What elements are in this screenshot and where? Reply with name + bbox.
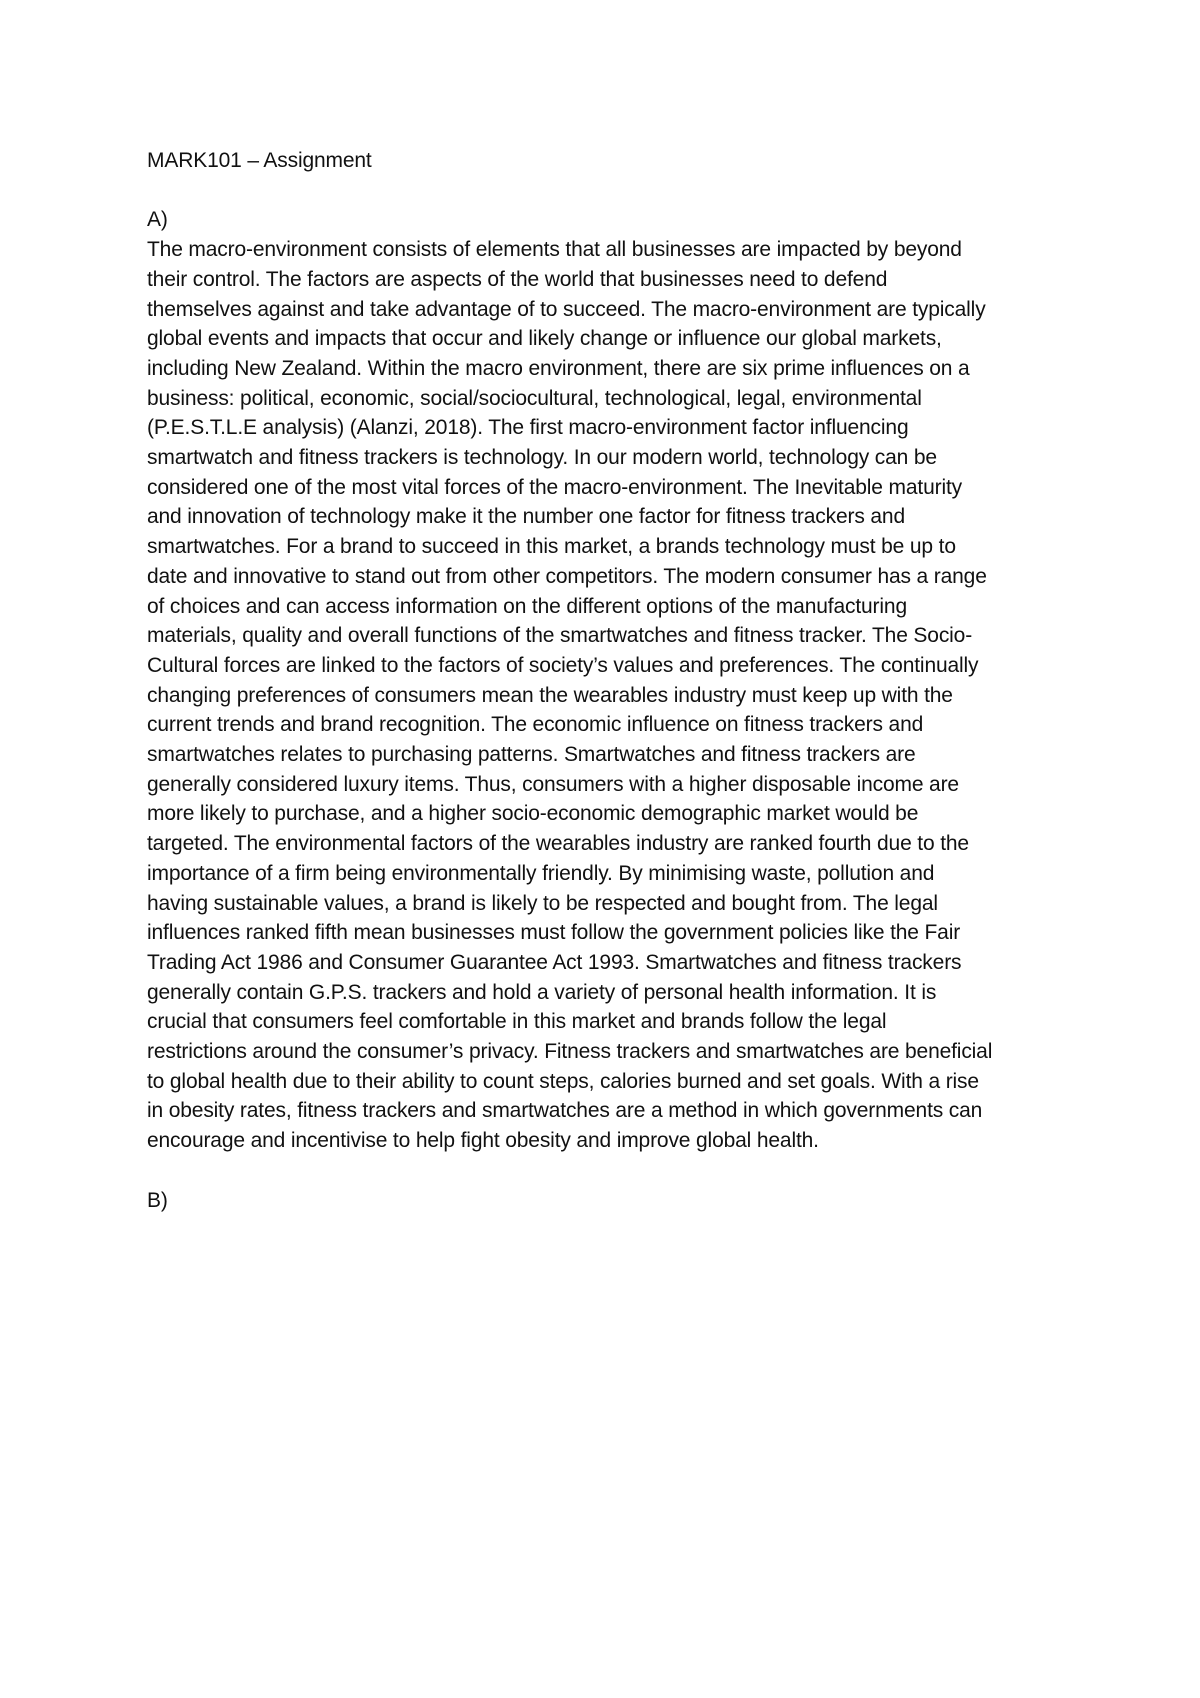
paragraph-line: Cultural forces are linked to the factors of society’s values and preferences. The continually bbox=[147, 653, 979, 677]
document-title: MARK101 – Assignment bbox=[147, 149, 372, 172]
paragraph-line: generally considered luxury items. Thus, consumers with a higher disposable income are bbox=[147, 772, 959, 796]
blank-line bbox=[147, 1156, 1077, 1186]
paragraph-line: smartwatch and fitness trackers is technology. In our modern world, technology can be bbox=[147, 446, 937, 470]
section-a-paragraph bbox=[147, 235, 1077, 1156]
paragraph-line: encourage and incentivise to help fight obesity and improve global health. bbox=[147, 1129, 819, 1153]
paragraph-line: business: political, economic, social/sociocultural, technological, legal, environmental bbox=[147, 386, 922, 410]
paragraph-line: changing preferences of consumers mean the wearables industry must keep up with the bbox=[147, 683, 953, 707]
section-b-label: B) bbox=[147, 1188, 168, 1212]
paragraph-line: of choices and can access information on the different options of the manufacturing bbox=[147, 594, 907, 618]
paragraph-line: restrictions around the consumer’s privacy. Fitness trackers and smartwatches are beneficial bbox=[147, 1040, 993, 1064]
paragraph-line: generally contain G.P.S. trackers and hold a variety of personal health information. It is bbox=[147, 980, 937, 1004]
paragraph-line: importance of a firm being environmentally friendly. By minimising waste, pollution and bbox=[147, 861, 935, 885]
paragraph-line: more likely to purchase, and a higher socio-economic demographic market would be bbox=[147, 802, 919, 826]
paragraph-line: smartwatches relates to purchasing patterns. Smartwatches and fitness trackers are bbox=[147, 743, 916, 767]
paragraph-line: The macro-environment consists of elements that all businesses are impacted by beyond bbox=[147, 238, 962, 262]
paragraph-line: targeted. The environmental factors of the wearables industry are ranked fourth due to the bbox=[147, 832, 969, 856]
section-a-label: A) bbox=[147, 208, 168, 232]
paragraph-line: materials, quality and overall functions of the smartwatches and fitness tracker. The Socio- bbox=[147, 624, 973, 648]
paragraph-line: smartwatches. For a brand to succeed in this market, a brands technology must be up to bbox=[147, 535, 956, 559]
paragraph-line: influences ranked fifth mean businesses must follow the government policies like the Fair bbox=[147, 921, 961, 945]
paragraph-line: having sustainable values, a brand is likely to be respected and bought from. The legal bbox=[147, 891, 938, 915]
paragraph-line: their control. The factors are aspects of the world that businesses need to defend bbox=[147, 267, 888, 291]
paragraph-line: date and innovative to stand out from other competitors. The modern consumer has a range bbox=[147, 564, 987, 588]
document-body bbox=[147, 146, 1077, 1215]
paragraph-line: considered one of the most vital forces of the macro-environment. The Inevitable maturity bbox=[147, 475, 963, 499]
paragraph-line: (P.E.S.T.L.E analysis) (Alanzi, 2018). The first macro-environment factor influencing bbox=[147, 416, 909, 440]
paragraph-line: crucial that consumers feel comfortable in this market and brands follow the legal bbox=[147, 1010, 887, 1034]
paragraph-line: and innovation of technology make it the number one factor for fitness trackers and bbox=[147, 505, 905, 529]
paragraph-line: themselves against and take advantage of to succeed. The macro-environment are typically bbox=[147, 297, 986, 321]
paragraph-line: including New Zealand. Within the macro environment, there are six prime influences on a bbox=[147, 356, 970, 380]
paragraph-line: global events and impacts that occur and likely change or influence our global markets, bbox=[147, 327, 942, 351]
paragraph-line: in obesity rates, fitness trackers and smartwatches are a method in which governments can bbox=[147, 1099, 983, 1123]
paragraph-line: to global health due to their ability to count steps, calories burned and set goals. With a rise bbox=[147, 1069, 979, 1093]
paragraph-line: current trends and brand recognition. The economic influence on fitness trackers and bbox=[147, 713, 924, 737]
blank-line bbox=[147, 176, 1077, 206]
paragraph-line: Trading Act 1986 and Consumer Guarantee Act 1993. Smartwatches and fitness trackers bbox=[147, 950, 962, 974]
